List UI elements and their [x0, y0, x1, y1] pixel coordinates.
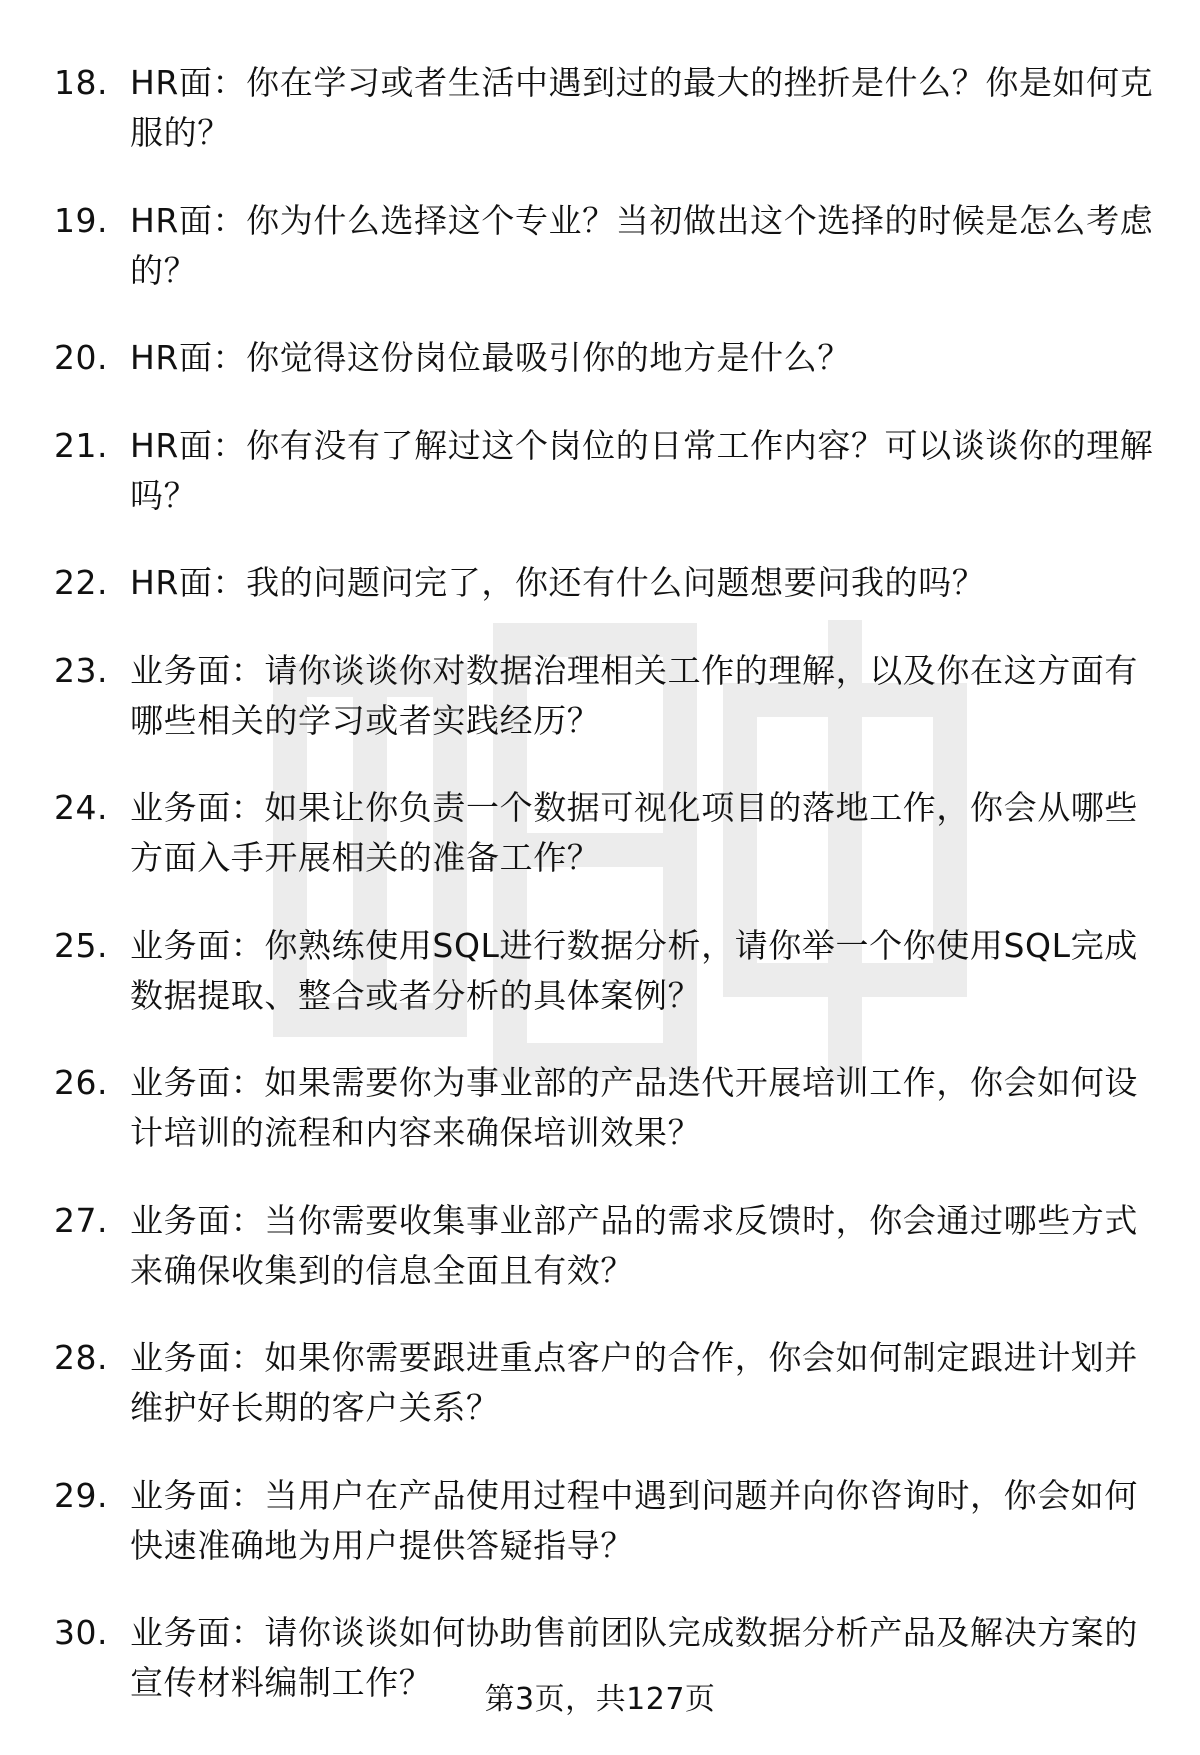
question-item — [0, 1196, 1200, 1296]
question-number: 19. — [54, 200, 108, 240]
question-item — [0, 421, 1200, 521]
question-number: 20. — [54, 338, 108, 377]
question-number: 30. — [54, 1613, 108, 1652]
question-item — [0, 196, 1200, 296]
question-number: 21. — [54, 425, 108, 465]
question-text: 业务面：请你谈谈如何协助售前团队完成数据分析产品及解决方案的宣传材料编制工作？ — [130, 1613, 1138, 1702]
question-number: 22. — [54, 563, 108, 602]
question-item — [0, 1058, 1200, 1158]
question-text: 业务面：如果你需要跟进重点客户的合作，你会如何制定跟进计划并维护好长期的客户关系？ — [130, 1338, 1138, 1427]
page-footer: 第3页，共127页 — [484, 1682, 716, 1717]
question-item — [0, 558, 1200, 608]
question-item — [0, 646, 1200, 746]
question-text: 业务面：请你谈谈你对数据治理相关工作的理解，以及你在这方面有哪些相关的学习或者实践经历？ — [130, 650, 1138, 740]
question-number: 27. — [54, 1200, 108, 1240]
question-item — [0, 783, 1200, 883]
question-number: 18. — [54, 63, 108, 102]
question-number: 29. — [54, 1475, 108, 1515]
question-number: 23. — [54, 650, 108, 690]
question-text: 业务面：如果需要你为事业部的产品迭代开展培训工作，你会如何设计培训的流程和内容来确保培训效果？ — [130, 1063, 1138, 1152]
question-text: 业务面：当你需要收集事业部产品的需求反馈时，你会通过哪些方式来确保收集到的信息全面且有效？ — [130, 1200, 1138, 1290]
question-item — [0, 1333, 1200, 1433]
question-number: 25. — [54, 925, 108, 965]
question-number: 26. — [54, 1063, 108, 1102]
question-text: HR面：你有没有了解过这个岗位的日常工作内容？可以谈谈你的理解吗？ — [130, 425, 1154, 515]
question-text: HR面：你为什么选择这个专业？当初做出这个选择的时候是怎么考虑的？ — [130, 200, 1154, 290]
question-item — [0, 1471, 1200, 1571]
question-item — [0, 333, 1200, 383]
question-text: 业务面：如果让你负责一个数据可视化项目的落地工作，你会从哪些方面入手开展相关的准备工作？ — [130, 788, 1138, 877]
question-text: HR面：你觉得这份岗位最吸引你的地方是什么？ — [130, 338, 851, 377]
question-text: HR面：我的问题问完了，你还有什么问题想要问我的吗？ — [130, 563, 986, 602]
question-text: 业务面：当用户在产品使用过程中遇到问题并向你咨询时，你会如何快速准确地为用户提供答疑指导？ — [130, 1475, 1138, 1565]
question-number: 28. — [54, 1338, 108, 1377]
question-list — [0, 58, 1200, 1746]
question-text: HR面：你在学习或者生活中遇到过的最大的挫折是什么？你是如何克服的？ — [130, 63, 1154, 152]
question-number: 24. — [54, 788, 108, 827]
question-text: 业务面：你熟练使用SQL进行数据分析，请你举一个你使用SQL完成数据提取、整合或者分析的具体案例？ — [130, 925, 1138, 1015]
question-item — [0, 921, 1200, 1021]
question-item — [0, 58, 1200, 158]
